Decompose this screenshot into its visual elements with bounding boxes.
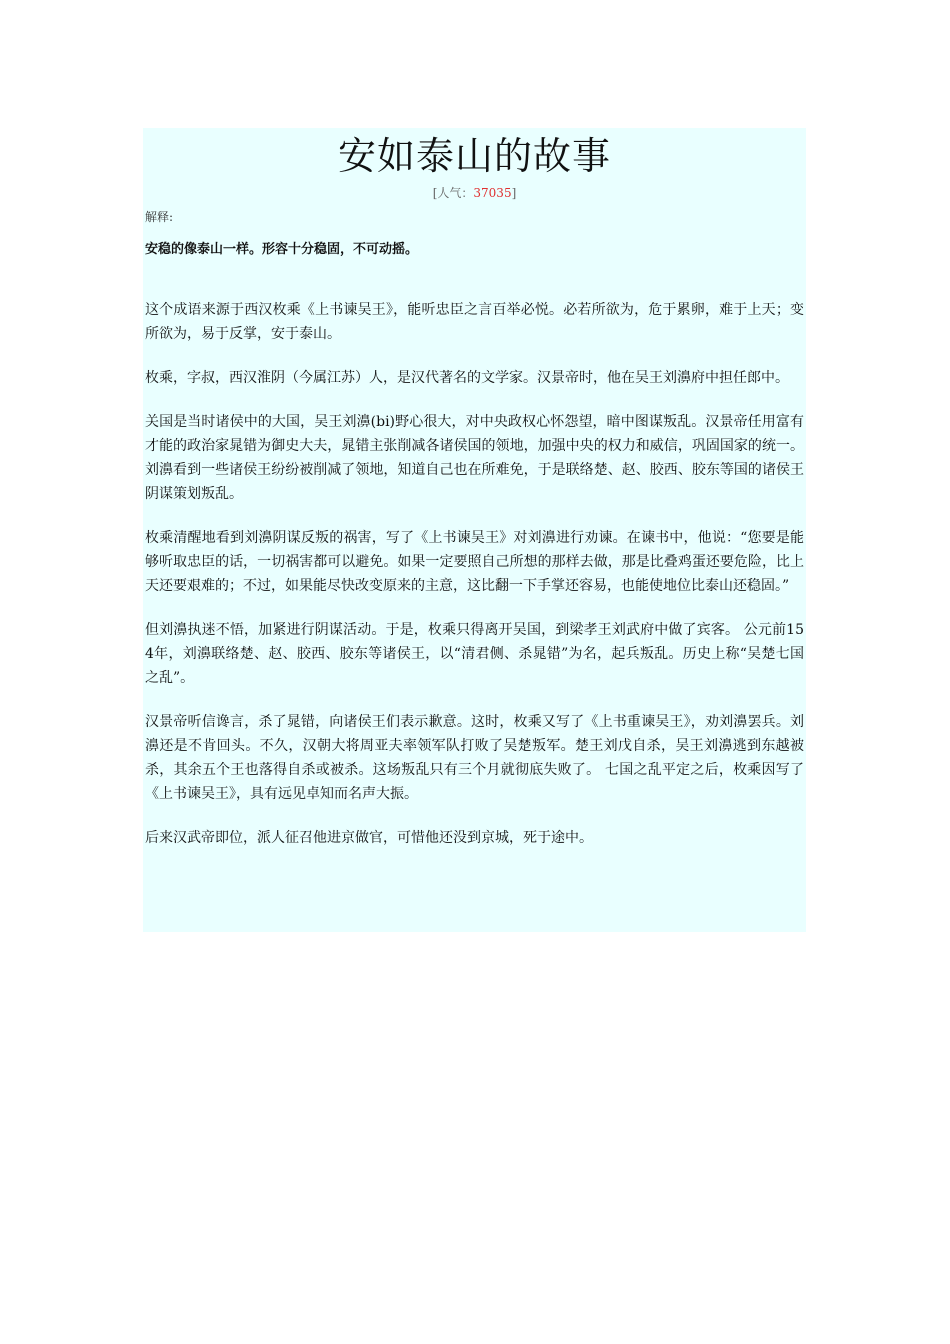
- page-title: 安如泰山的故事: [337, 134, 611, 178]
- story-paragraph: 汉景帝听信谗言，杀了晁错，向诸侯王们表示歉意。这时，枚乘又写了《上书重谏吴王》，劝刘濞罢兵。刘濞还是不肯回头。不久，汉朝大将周亚夫率领军队打败了吴楚叛军。楚王刘戊自杀，吴王刘濞逃到东越被杀，其余五个王也落得自杀或被杀。这场叛乱只有三个月就彻底失败了。 七国之乱平定之后，枚乘因写了《上书谏吴王》，具有远见卓知而名声大振。: [145, 714, 804, 802]
- idiom-definition: 安稳的像泰山一样。形容十分稳固，不可动摇。: [145, 242, 419, 257]
- popularity-counter: [145, 185, 804, 201]
- story-paragraph: 这个成语来源于西汉枚乘《上书谏吴王》，能听忠臣之言百举必悦。必若所欲为，危于累卵，难于上天；变所欲为，易于反掌，安于泰山。: [145, 302, 804, 342]
- story-paragraph: 后来汉武帝即位，派人征召他进京做官，可惜他还没到京城，死于途中。: [145, 830, 593, 846]
- popularity-prefix: [人气：: [432, 186, 474, 200]
- story-paragraph: 枚乘，字叔，西汉淮阴（今属江苏）人，是汉代著名的文学家。汉景帝时，他在吴王刘濞府中担任郎中。: [145, 370, 789, 386]
- story-paragraph: 枚乘清醒地看到刘濞阴谋反叛的祸害，写了《上书谏吴王》对刘濞进行劝谏。在谏书中，他说：“您要是能够听取忠臣的话，一切祸害都可以避免。如果一定要照自己所想的那样去做，那是比叠鸡蛋还要危险，比上天还要艰难的；不过，如果能尽快改变原来的主意，这比翻一下手掌还容易，也能使地位比泰山还稳固。”: [145, 530, 804, 594]
- popularity-count: 37035: [473, 186, 512, 200]
- explanation-label: 解释:: [145, 210, 174, 224]
- story-paragraph: 但刘濞执迷不悟，加紧进行阴谋活动。于是，枚乘只得离开吴国，到梁孝王刘武府中做了宾客。 公元前154年，刘濞联络楚、赵、胶西、胶东等诸侯王，以“清君侧、杀晁错”为名，起兵叛乱。历史上称“吴楚七国之乱”。: [145, 622, 804, 686]
- story-body: [145, 298, 804, 850]
- article-panel: [143, 128, 806, 932]
- popularity-suffix: ]: [511, 186, 517, 200]
- story-paragraph: 关国是当时诸侯中的大国，吴王刘濞(bi)野心很大，对中央政权心怀怨望，暗中图谋叛乱。汉景帝任用富有才能的政治家晁错为御史大夫，晁错主张削减各诸侯国的领地，加强中央的权力和威信，巩固国家的统一。刘濞看到一些诸侯王纷纷被削减了领地，知道自己也在所难免，于是联络楚、赵、胶西、胶东等国的诸侯王阴谋策划叛乱。: [145, 414, 804, 502]
